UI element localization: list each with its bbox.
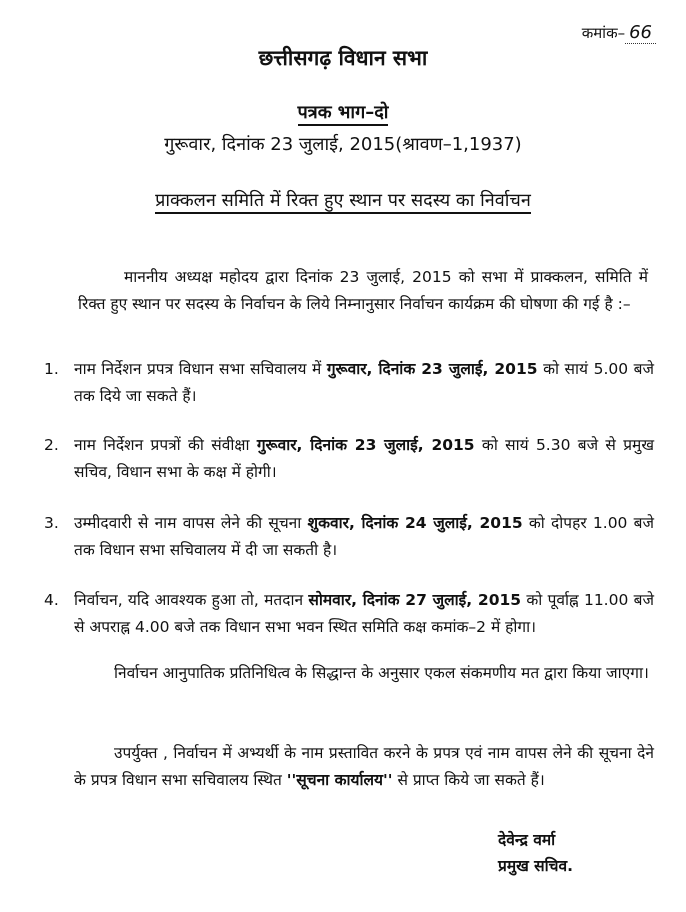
serial-value: 66 (625, 22, 656, 44)
forms-text-post: से प्राप्त किये जा सकते हैं। (392, 771, 545, 789)
item-text-pre: नाम निर्देशन प्रपत्र विधान सभा सचिवालय में (74, 360, 327, 378)
item-text-pre: निर्वाचन, यदि आवश्यक हुआ तो, मतदान (74, 591, 309, 609)
item-text-post: को सायं 5.00 बजे तक दिये जा सकते हैं। (74, 360, 654, 405)
item-text-pre: नाम निर्देशन प्रपत्रों की संवीक्षा (74, 436, 257, 454)
signatory-name: देवेन्द्र वर्मा (498, 831, 556, 849)
date-line: गुरूवार, दिनांक 23 जुलाई, 2015(श्रावण–1,1937) (164, 134, 522, 155)
signatory-designation: प्रमुख सचिव. (498, 857, 574, 875)
serial-number (582, 22, 656, 43)
bulletin-part (0, 100, 686, 124)
item-number: 3. (44, 514, 59, 532)
item-number: 1. (44, 360, 59, 378)
item-date: गुरूवार, दिनांक 23 जुलाई, 2015 (256, 436, 475, 454)
item-date: शुकवार, दिनांक 24 जुलाई, 2015 (307, 514, 523, 532)
forms-availability-paragraph (74, 740, 654, 794)
intro-paragraph: माननीय अध्यक्ष महोदय द्वारा दिनांक 23 जुलाई, 2015 को सभा में प्राक्कलन, समिति में रिक्त हुए स्थान पर सदस्य के निर्वाचन के लिये निम्नानुसार निर्वाचन कार्यक्रम की घोषणा की गई है :– (78, 268, 648, 313)
item-date: सोमवार, दिनांक 27 जुलाई, 2015 (308, 591, 522, 609)
subject-heading (0, 188, 686, 212)
office-name: ''सूचना कार्यालय'' (286, 771, 393, 789)
item-text-pre: उम्मीदवारी से नाम वापस लेने की सूचना (74, 514, 308, 532)
item-text-post: को सायं 5.30 बजे से प्रमुख सचिव, विधान सभा के कक्ष में होगी। (74, 436, 654, 481)
item-text (74, 432, 654, 486)
election-method-paragraph: निर्वाचन आनुपातिक प्रतिनिधित्व के सिद्धान्त के अनुसार एकल संकमणीय मत द्वारा किया जाएगा। (114, 664, 649, 682)
forms-text-pre: उपर्युक्त , निर्वाचन में अभ्यर्थी के नाम प्रस्तावित करने के प्रपत्र एवं नाम वापस लेने की सूचना देने के प्रपत्र विधान सभा सचिवालय स्थित (74, 744, 654, 789)
item-text (74, 356, 654, 410)
item-text (74, 587, 654, 641)
assembly-title: छत्तीसगढ़ विधान सभा (258, 46, 428, 70)
item-number: 4. (44, 591, 59, 609)
serial-label: कमांक– (581, 24, 626, 42)
subject-text: प्राक्कलन समिति में रिक्त हुए स्थान पर सदस्य का निर्वाचन (155, 190, 531, 214)
item-number: 2. (44, 436, 59, 454)
item-text-post: को पूर्वाह्न 11.00 बजे से अपराह्न 4.00 बजे तक विधान सभा भवन स्थित समिति कक्ष कमांक–2 में होगा। (74, 591, 654, 636)
item-text-post: को दोपहर 1.00 बजे तक विधान सभा सचिवालय में दी जा सकती है। (74, 514, 654, 559)
bulletin-part-text: पत्रक भाग–दो (298, 102, 389, 126)
item-text (74, 510, 654, 564)
item-date: गुरूवार, दिनांक 23 जुलाई, 2015 (326, 360, 538, 378)
